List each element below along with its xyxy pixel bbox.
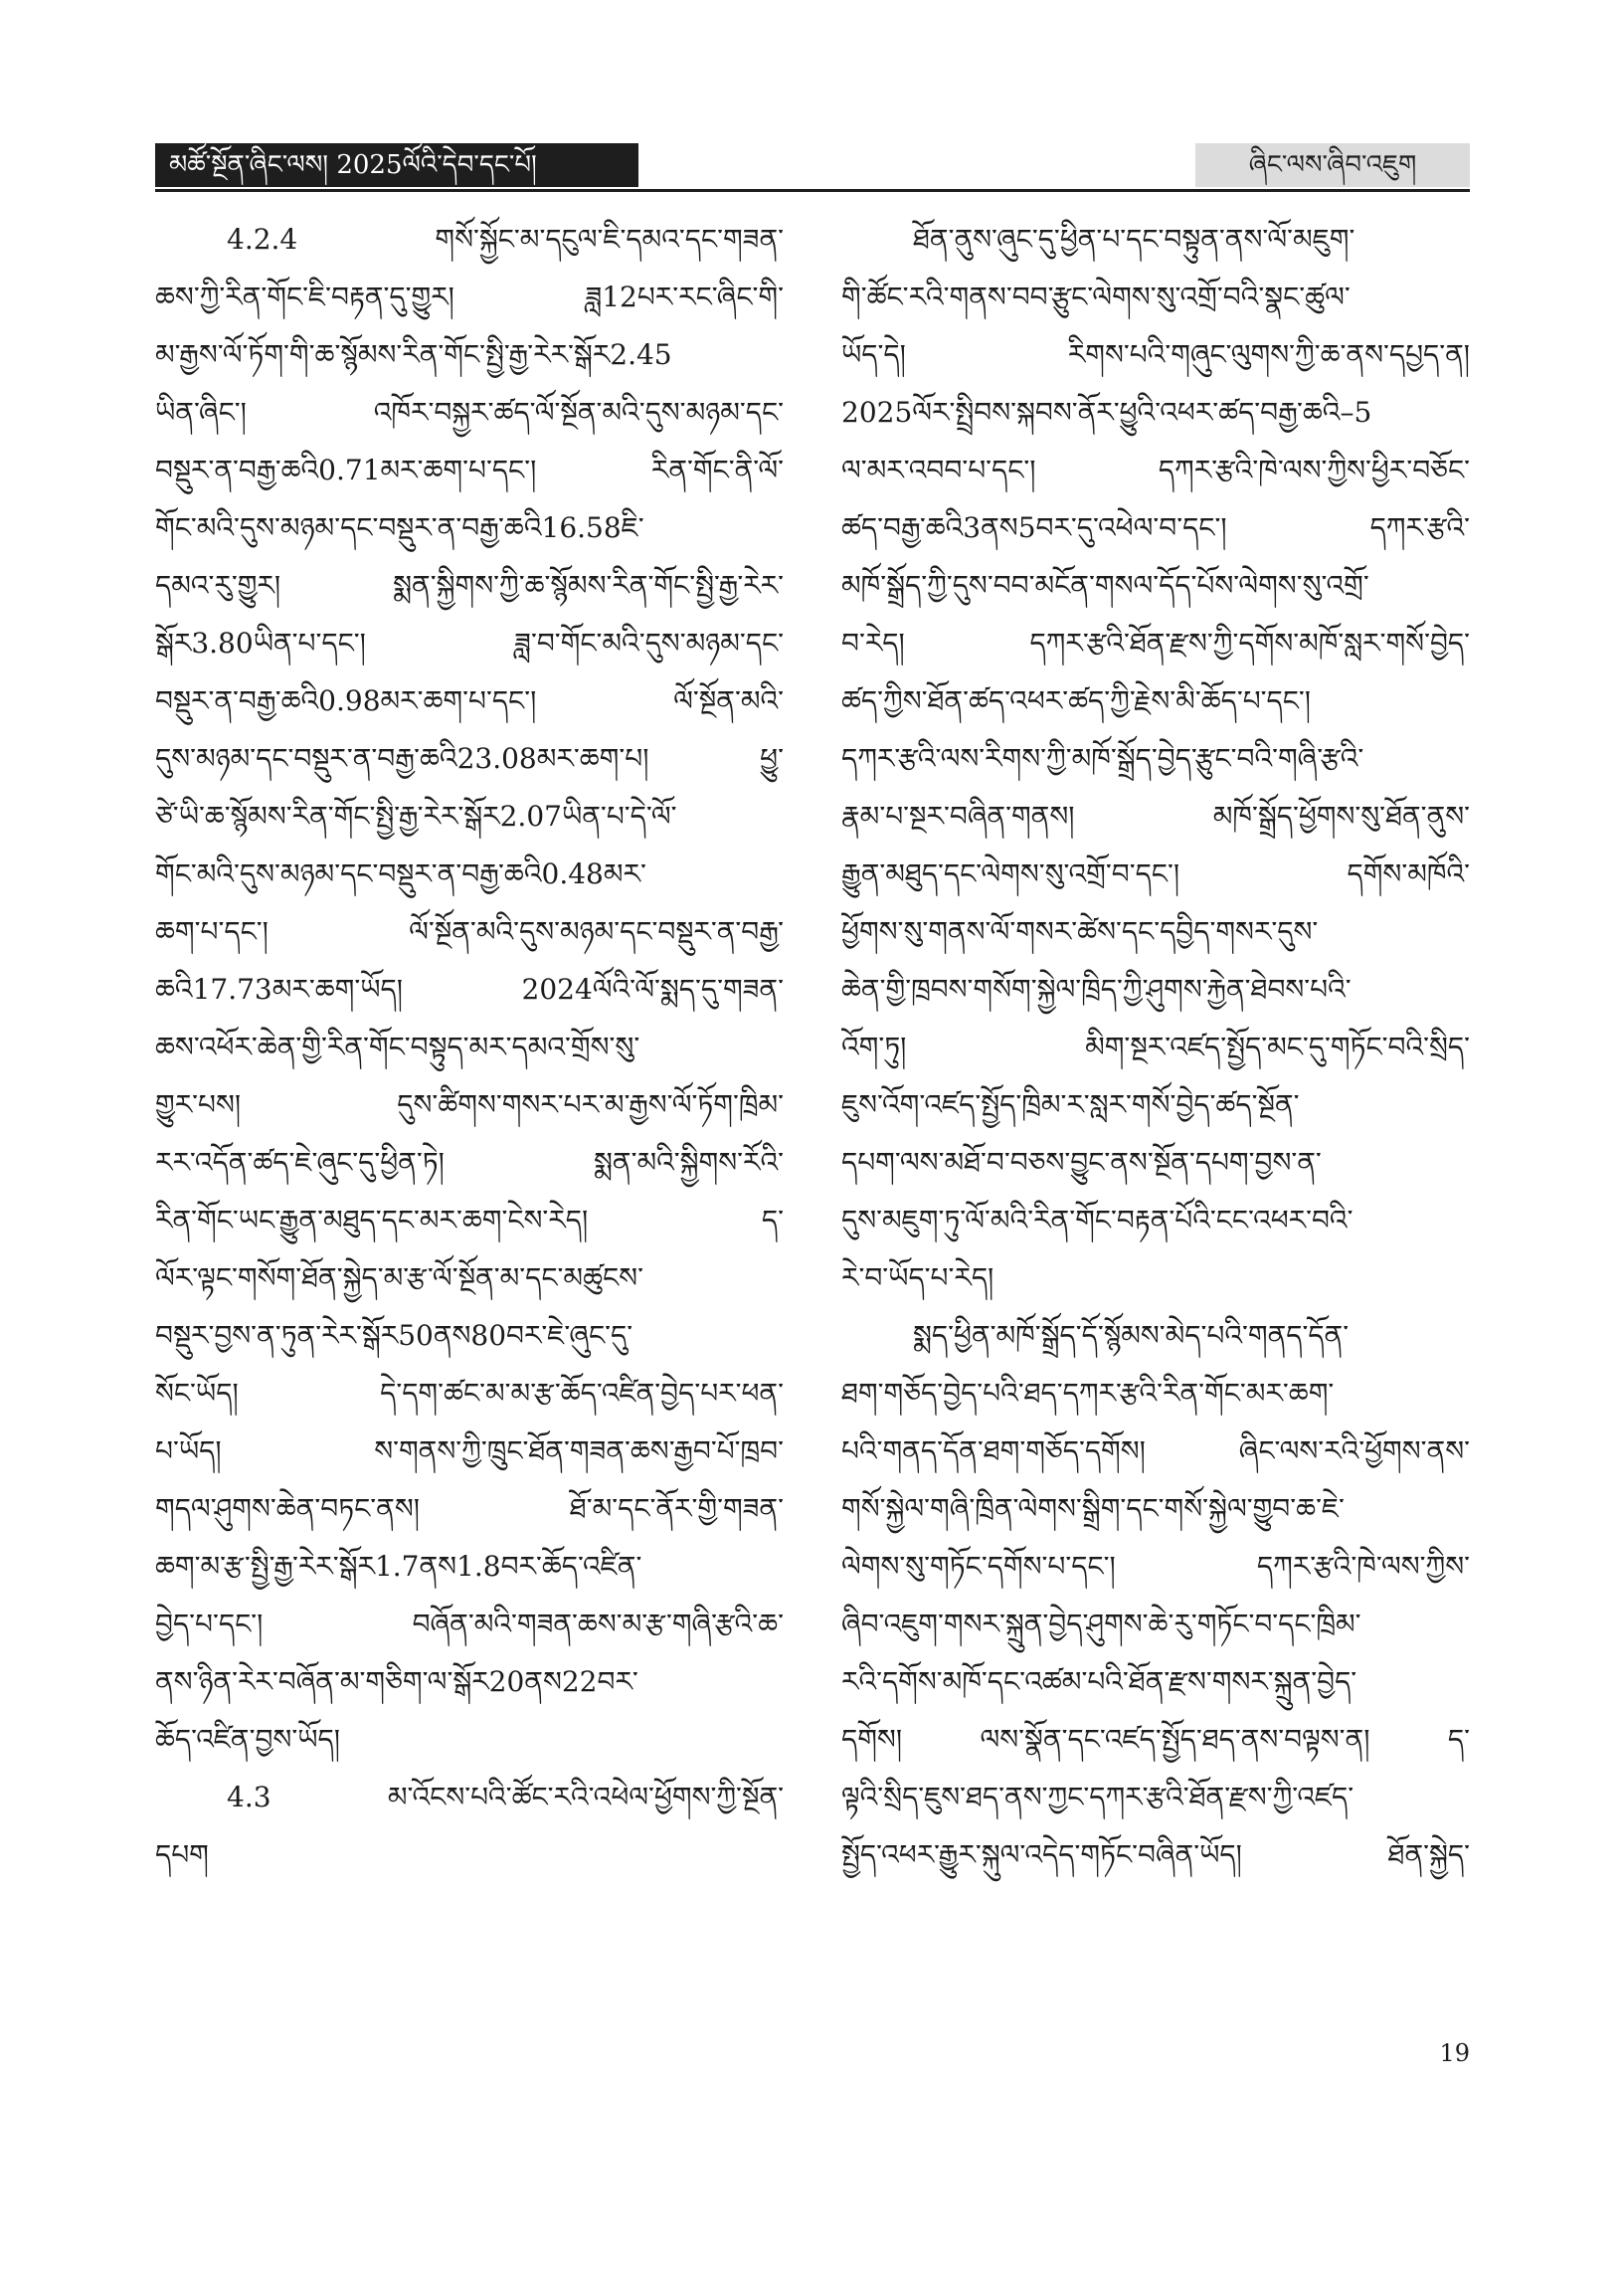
text-line: རིན་གོང་ཡང་རྒྱུན་མཐུད་དང་མར་ཆག་ངེས་རེད། ད་ (155, 1204, 784, 1236)
text-line: གོང་མའི་དུས་མཉམ་དང་བསྡུར་ན་བརྒྱ་ཆའི0.48མར་ (155, 857, 646, 890)
text-line: སྨད་ཕྱིན་མཁོ་སྒྲོད་དོ་སྙོམས་མེད་པའི་གནད་དོན་ (913, 1319, 1350, 1352)
text-line: དུས་མཉམ་དང་བསྡུར་ན་བརྒྱ་ཆའི23.08མར་ཆག་པ། ཕྱུ་ (155, 742, 784, 775)
text-line: དུས་མཇུག་ཏུ་ལོ་མའི་རིན་གོང་བརྟན་པོའི་ངང་འཕར་བའི་ (841, 1204, 1353, 1236)
text-line: དཀར་རྩའི་ལས་རིགས་ཀྱི་མཁོ་སྒྲོད་བྱེད་རྩུང་བའི་གཞི་རྩའི་ (841, 742, 1364, 775)
text-line: རར་འདོན་ཚད་ཇེ་ཞུང་དུ་ཕྱིན་ཏེ། སྨན་མའི་སྐྱིགས་རོའི་ (155, 1146, 784, 1179)
text-line: བྱེད་པ་དང་། བཞོན་མའི་གཟན་ཆས་མ་རྩ་གཞི་རྩའི་ཆ་ (155, 1608, 784, 1640)
text-line: 4.2.4 གསོ་སྐྱོང་མ་དངུལ་ཇི་དམའ་དང་གཟན་ (227, 223, 784, 256)
right-text-column (841, 211, 1470, 1962)
text-line: སྤྱོད་འཕར་རྒྱུར་སྐུལ་འདེད་གཏོང་བཞིན་ཡོད། ཐོན་སྐྱེད་ (841, 1838, 1470, 1871)
text-line: དཔག (155, 1838, 209, 1871)
text-line: ཚད་བརྒྱ་ཆའི3ནས5བར་དུ་འཕེལ་བ་དང་། དཀར་རྩའི་ (841, 511, 1470, 544)
text-line: བསྡུར་ན་བརྒྱ་ཆའི0.71མར་ཆག་པ་དང་། རིན་གོང་ནི་ལོ་ (155, 454, 784, 486)
text-line: པའི་གནད་དོན་ཐག་གཅོད་དགོས། ཞིང་ལས་རའི་ཕྱོགས་ནས་ (841, 1434, 1470, 1467)
text-line: ཐོན་ནུས་ཞུང་དུ་ཕྱིན་པ་དང་བསྟུན་ནས་ལོ་མཇུག་ (913, 223, 1355, 256)
text-line: ཚད་ཀྱིས་ཐོན་ཚད་འཕར་ཚད་ཀྱི་རྗེས་མི་ཆོད་པ་དང་། (841, 684, 1312, 717)
text-line: སོང་ཡོད། དེ་དག་ཚང་མ་མ་རྩ་ཆོད་འཛིན་བྱེད་པར་ཕན་ (155, 1377, 784, 1410)
text-line: གི་ཚོང་རའི་གནས་བབ་རྩུང་ལེགས་སུ་འགྲོ་བའི་སྣང་ཚུལ་ (841, 281, 1351, 313)
text-line: 4.3 མ་འོངས་པའི་ཚོང་རའི་འཕེལ་ཕྱོགས་ཀྱི་སྔོན་ (227, 1781, 784, 1813)
text-line: ཡོད་དེ། རིགས་པའི་གཞུང་ལུགས་ཀྱི་ཆ་ནས་དཔྱད་ན། (841, 338, 1470, 371)
text-line: ཇུས་འོག་འཛད་སྤྱོད་ཁྲིམ་ར་སླར་གསོ་བྱེད་ཚད་སྔོན་ (841, 1088, 1300, 1121)
text-line: 2025ལོར་སྤྲིབས་སྐབས་ནོར་ཕྱུའི་འཕར་ཚད་བརྒྱ་ཆའི–5 (841, 396, 1372, 429)
text-line: གསོ་སྐྱེལ་གཞི་ཁྲིན་ལེགས་སྒྲིག་དང་གསོ་སྐྱེལ་གྱུབ་ཆ་ཇེ་ (841, 1492, 1345, 1525)
text-line: གོང་མའི་དུས་མཉམ་དང་བསྡུར་ན་བརྒྱ་ཆའི16.58ཇི་ (155, 511, 644, 544)
left-text-column (155, 211, 784, 1962)
text-line: ཆག་པ་དང་། ལོ་སྔོན་མའི་དུས་མཉམ་དང་བསྡུར་ན་བརྒྱ་ (155, 915, 784, 948)
text-line: ཆས་འཕོར་ཆེན་གྱི་རིན་གོང་བསྟུད་མར་དམའ་གྲོས་སུ་ (155, 1031, 640, 1063)
text-line: ནས་ཉིན་རེར་བཞོན་མ་གཅིག་ལ་སྒོར20ནས22བར་ (155, 1665, 638, 1698)
text-line: འོག་ཏུ། མིག་སྔར་འཛད་སྤྱོད་མང་དུ་གཏོང་བའི་སྲིད་ (841, 1031, 1470, 1063)
text-line: གདལ་ཤུགས་ཆེན་བཏང་ནས། ཐོ་མ་དང་ནོར་གྱི་གཟན་ (155, 1492, 784, 1525)
text-line: དགོས། ལས་སྣོན་དང་འཛད་སྤྱོད་ཐད་ནས་བལྟས་ན། ད་ (841, 1723, 1470, 1756)
text-line: རེ་བ་ཡོད་པ་རེད། (841, 1261, 994, 1294)
text-line: རའི་དགོས་མཁོ་དང་འཚམ་པའི་ཐོན་རྫས་གསར་སྐྲུན་བྱེད་ (841, 1665, 1357, 1698)
text-line: བསྡུར་ན་བརྒྱ་ཆའི0.98མར་ཆག་པ་དང་། ལོ་སྔོན་མའི་ (155, 684, 784, 717)
text-line: དཔག་ལས་མཐོ་བ་བཅས་བྱུང་ནས་སྔོན་དཔག་བྱས་ན་ (841, 1146, 1322, 1179)
text-line: ཕྱོགས་སུ་གནས་ལོ་གསར་ཚེས་དང་དབྱིད་གསར་དུས་ (841, 915, 1319, 948)
text-line: ལེགས་སུ་གཏོང་དགོས་པ་དང་། དཀར་རྩའི་ཁེ་ལས་ཀྱིས་ (841, 1550, 1470, 1583)
text-line: ཆས་ཀྱི་རིན་གོང་ཇི་བརྟན་དུ་གྱུར། ཟླ12པར་རང་ཞིང་གི་ (155, 281, 784, 313)
text-line: གྱུར་པས། དུས་ཚིགས་གསར་པར་མ་རྒྱས་ལོ་ཏོག་ཁྲིམ་ (155, 1088, 784, 1121)
text-line: མ་རྒྱས་ལོ་ཏོག་གི་ཆ་སྙོམས་རིན་གོང་སྤྱི་རྒྱ་རེར་སྒོར2.45 (155, 338, 672, 371)
text-line: བ་རེད། དཀར་རྩའི་ཐོན་རྫས་ཀྱི་དགོས་མཁོ་སླར་གསོ་བྱེད་ (841, 627, 1470, 660)
text-line: རྣམ་པ་སྔར་བཞིན་གནས། མཁོ་སྒྲོད་ཕྱོགས་སུ་ཐོན་ནུས་ (841, 800, 1470, 833)
text-line: ཆག་མ་རྩ་སྤྱི་རྒྱ་རེར་སྒོར1.7ནས1.8བར་ཆོད་འཛིན་ (155, 1550, 642, 1583)
text-line: སྒོར3.80ཡིན་པ་དང་། ཟླ་བ་གོང་མའི་དུས་མཉམ་དང་ (155, 627, 784, 660)
text-line: ཙེ་ཡི་ཆ་སྙོམས་རིན་གོང་སྤྱི་རྒྱ་རེར་སྒོར2.07ཡིན་པ་དེ་ལོ་ (155, 800, 677, 833)
header-rule (155, 189, 1470, 192)
text-line: ཐག་གཅོད་བྱེད་པའི་ཐད་དཀར་རྩའི་རིན་གོང་མར་ཆག་ (841, 1377, 1335, 1410)
text-line: དམའ་རུ་གྱུར། སྨན་སྐྱིགས་ཀྱི་ཆ་སྙོམས་རིན་གོང་སྤྱི་རྒྱ་རེར་ (155, 569, 784, 602)
header-journal-title: མཚོ་སྔོན་ཞིང་ལས། 2025ལོའི་དེབ་དང་པོ། (155, 143, 638, 187)
text-line: ལྟའི་སྲིད་ཇུས་ཐད་ནས་ཀྱང་དཀར་རྩའི་ཐོན་རྫས་ཀྱི་འཛད་ (841, 1781, 1354, 1813)
text-line: བསྡུར་བྱས་ན་ཏུན་རེར་སྒོར50ནས80བར་ཇེ་ཞུང་དུ་ (155, 1319, 633, 1352)
text-line: ཆའི17.73མར་ཆག་ཡོད། 2024ལོའི་ལོ་སྨད་དུ་གཟན་ (155, 973, 784, 1006)
text-line: ཆོད་འཛིན་བྱས་ཡོད། (155, 1723, 340, 1756)
text-line: ཡིན་ཞིང་། འཁོར་བསྐྱར་ཚད་ལོ་སྔོན་མའི་དུས་མཉམ་དང་ (155, 396, 784, 429)
text-line: པ་ཡོད། ས་གནས་ཀྱི་ཁྲུང་ཐོན་གཟན་ཆས་རྒྱབ་པོ་ཁྲབ་ (155, 1434, 784, 1467)
text-line: ལོར་ལྟང་གསོག་ཐོན་སྐྱེད་མ་རྩ་ལོ་སྔོན་མ་དང་མཚུངས་ (155, 1261, 643, 1294)
text-line: མཁོ་སྒྲོད་ཀྱི་དུས་བབ་མངོན་གསལ་དོད་པོས་ལེགས་སུ་འགྲོ་ (841, 569, 1369, 602)
text-line: རྒྱུན་མཐུད་དང་ལེགས་སུ་འགྲོ་བ་དང་། དགོས་མཁོའི་ (841, 857, 1470, 890)
text-line: ཆེན་གྱི་ཁྲབས་གསོག་སྐྱེལ་ཁྲིད་ཀྱི་ཤུགས་རྐྱེན་ཐེབས་པའི་ (841, 973, 1352, 1006)
page-number: 19 (1439, 2039, 1470, 2067)
header-section-title: ཞིང་ལས་ཞིབ་འཇུག (1195, 143, 1470, 187)
text-line: ལ་མར་འབབ་པ་དང་། དཀར་རྩའི་ཁེ་ལས་ཀྱིས་ཕྱིར་བཅོང་ (841, 454, 1470, 486)
text-line: ཞིབ་འཇུག་གསར་སྐྲུན་བྱེད་ཤུགས་ཆེ་རུ་གཏོང་བ་དང་ཁྲིམ་ (841, 1608, 1361, 1640)
